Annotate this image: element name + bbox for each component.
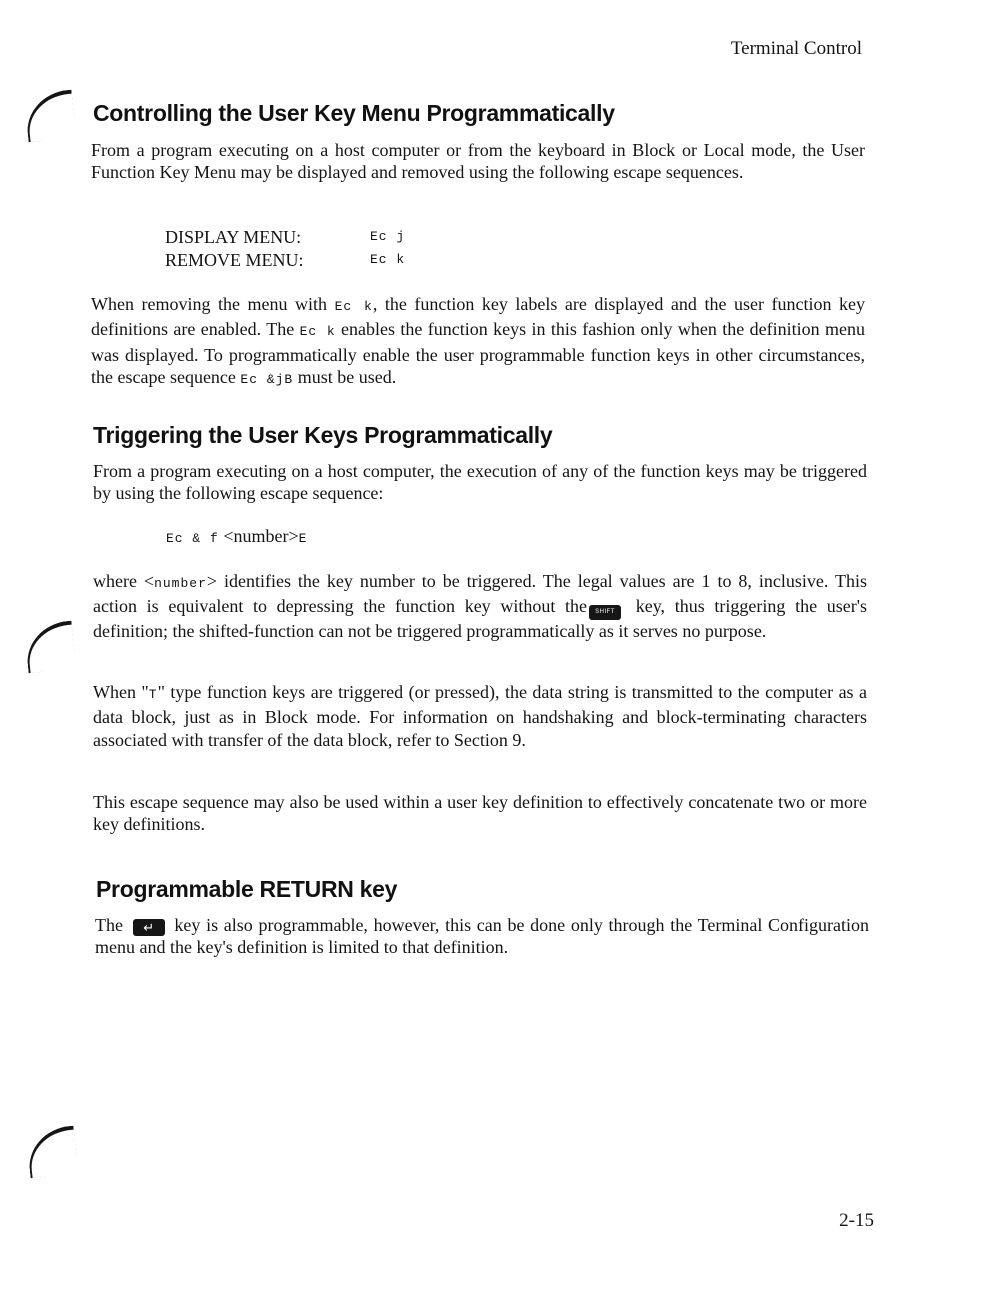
inline-code: Ec &jB bbox=[240, 371, 294, 387]
escape-sequence-list bbox=[165, 226, 405, 271]
inline-code: Ec k bbox=[299, 324, 336, 340]
section-heading-triggering-keys: Triggering the User Keys Programmatically bbox=[93, 422, 553, 448]
inline-code: number bbox=[154, 576, 207, 591]
where-paragraph: where <number> identifies the key number to be triggered. The legal values are 1 to 8, inclusive. This action is equivalent to depressing the function key without the SHIFT key, thus triggering the user's definition; the shifted-function can not be triggered programmatically as it serves no purpose. bbox=[93, 571, 867, 642]
return-key-paragraph: The ↵ key is also programmable, however, this can be done only through the Terminal Configuration menu and the key's definition is limited to that definition. bbox=[95, 915, 870, 958]
triggering-intro-paragraph: From a program executing on a host computer, the execution of any of the function keys may be triggered by using the following escape sequence: bbox=[93, 461, 867, 504]
section-heading-programmable-return: Programmable RETURN key bbox=[96, 876, 398, 902]
inline-code: T bbox=[148, 687, 158, 702]
section-heading-user-key-menu: Controlling the User Key Menu Programmatically bbox=[93, 100, 615, 126]
section-intro-paragraph: From a program executing on a host computer or from the keyboard in Block or Local mode, the User Function Key Menu may be displayed and removed using the following escape sequences. bbox=[91, 140, 865, 183]
shift-key-icon: SHIFT bbox=[589, 605, 621, 620]
concatenate-paragraph: This escape sequence may also be used within a user key definition to effectively concatenate two or more key definitions. bbox=[93, 792, 867, 835]
inline-code: Ec k bbox=[334, 299, 373, 314]
sequence-code: Ec k bbox=[370, 251, 406, 267]
sequence-label: REMOVE MENU: bbox=[165, 249, 304, 270]
sequence-code: Ec j bbox=[370, 229, 406, 244]
sequence-row-remove bbox=[165, 249, 405, 272]
trigger-escape-sequence: Ec & f <number>E bbox=[166, 526, 308, 546]
sequence-label: DISPLAY MENU: bbox=[165, 227, 302, 247]
remove-menu-paragraph: When removing the menu with Ec k, the function key labels are displayed and the user function key definitions are enabled. The Ec k enables the function keys in this fashion only when the definition menu was displayed. To programmatically enable the user programmable function keys in other circumstances, the escape sequence Ec &jB must be used. bbox=[91, 294, 865, 387]
running-header-title: Terminal Control bbox=[730, 38, 862, 59]
binder-hole-mark-middle bbox=[24, 621, 77, 674]
return-key-icon: ↵ bbox=[133, 919, 165, 936]
type-t-keys-paragraph: When "T" type function keys are triggered (or pressed), the data string is transmitted to the computer as a data block, just as in Block mode. For information on handshaking and block-terminating characters associated with transfer of the data block, refer to Section 9. bbox=[93, 682, 868, 750]
binder-hole-mark-top bbox=[24, 90, 77, 143]
page-number: 2-15 bbox=[839, 1210, 874, 1231]
sequence-row-display bbox=[165, 226, 405, 249]
binder-hole-mark-bottom bbox=[26, 1126, 79, 1179]
